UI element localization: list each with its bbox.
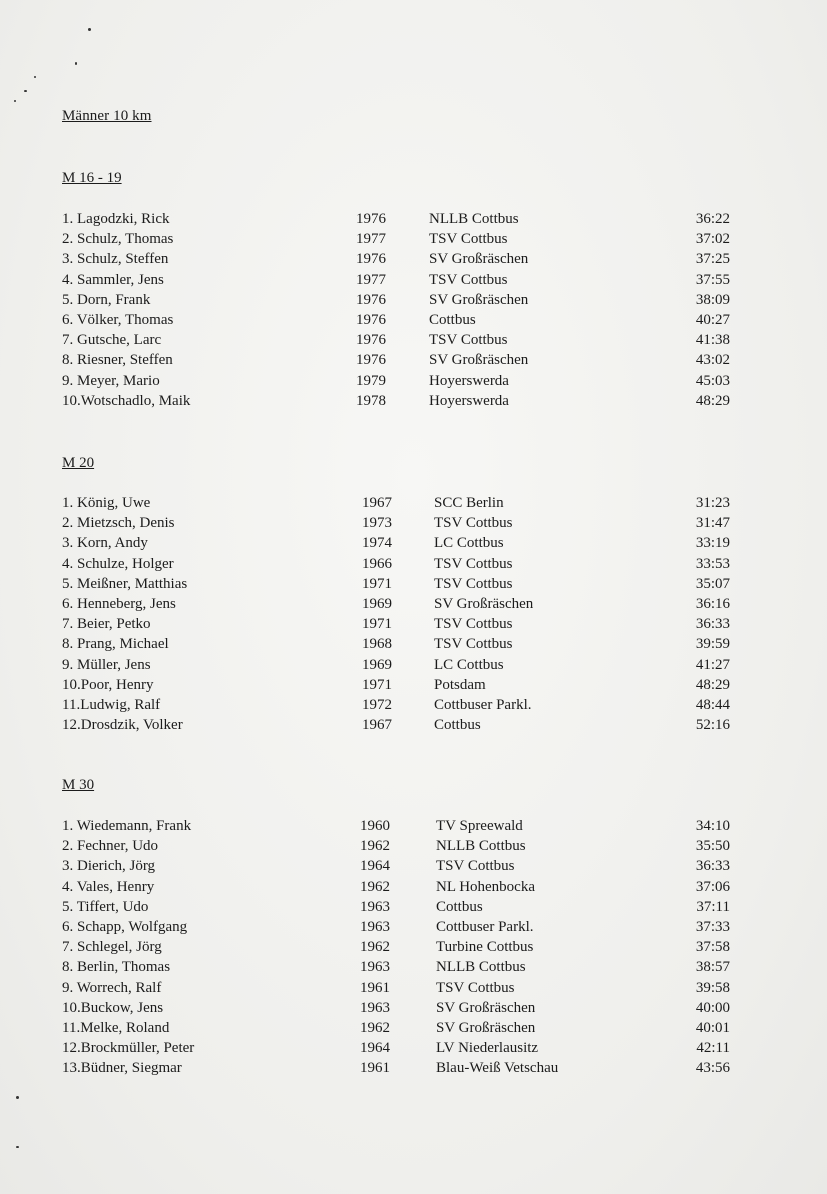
result-name: 12.Drosdzik, Volker: [62, 717, 183, 734]
result-year: 1968: [362, 636, 392, 653]
result-time: 40:00: [695, 999, 730, 1016]
result-name: 12.Brockmüller, Peter: [62, 1040, 195, 1057]
result-name: 1. Lagodzki, Rick: [62, 211, 170, 227]
result-year: 1976: [356, 352, 386, 369]
result-time: 48:29: [695, 392, 730, 409]
result-time: 37:11: [696, 898, 730, 915]
result-row: [0, 554, 827, 574]
result-row: [0, 1058, 827, 1078]
result-year: 1971: [362, 616, 392, 633]
result-row: [0, 877, 827, 897]
result-time: 43:02: [695, 352, 730, 369]
result-row: [0, 675, 827, 695]
result-year: 1974: [362, 535, 392, 552]
section-heading: M 30: [62, 777, 95, 793]
result-time: 37:33: [695, 919, 730, 935]
result-time: 37:02: [695, 231, 730, 248]
result-year: 1976: [356, 291, 386, 308]
result-row: [0, 937, 827, 957]
result-year: 1963: [360, 959, 390, 976]
result-row: [0, 715, 827, 735]
result-name: 13.Büdner, Siegmar: [62, 1060, 182, 1077]
result-time: 40:27: [695, 312, 730, 328]
result-club: NLLB Cottbus: [436, 838, 526, 855]
result-time: 39:58: [695, 979, 730, 996]
result-year: 1971: [362, 575, 392, 592]
result-club: TSV Cottbus: [436, 979, 515, 996]
result-name: 6. Völker, Thomas: [62, 312, 174, 328]
result-time: 36:33: [695, 858, 730, 875]
result-time: 39:59: [695, 636, 730, 653]
result-club: SV Großräschen: [434, 596, 534, 612]
result-name: 7. Beier, Petko: [62, 616, 151, 633]
result-club: Hoyerswerda: [429, 392, 509, 409]
result-time: 41:38: [695, 332, 730, 349]
result-year: 1962: [360, 1020, 390, 1036]
result-club: SV Großräschen: [429, 291, 529, 308]
result-row: [0, 209, 827, 229]
result-name: 10.Buckow, Jens: [62, 999, 164, 1016]
result-time: 36:22: [695, 211, 730, 227]
result-row: [0, 371, 827, 391]
result-time: 36:16: [695, 596, 730, 612]
result-time: 37:55: [695, 271, 730, 288]
result-name: 6. Henneberg, Jens: [62, 596, 176, 612]
result-club: Cottbuser Parkl.: [436, 919, 534, 935]
result-year: 1960: [360, 818, 390, 834]
result-time: 36:33: [695, 616, 730, 633]
result-year: 1962: [360, 878, 390, 895]
result-time: 37:25: [695, 251, 730, 268]
result-year: 1973: [362, 515, 392, 532]
result-year: 1969: [362, 656, 392, 673]
result-club: Cottbus: [429, 312, 476, 328]
result-name: 3. Korn, Andy: [62, 535, 148, 552]
result-name: 1. Wiedemann, Frank: [62, 818, 192, 834]
result-row: [0, 533, 827, 553]
result-year: 1964: [360, 1040, 390, 1057]
result-year: 1976: [356, 211, 386, 227]
result-row: [0, 493, 827, 513]
scan-speck: [34, 76, 36, 78]
result-row: [0, 594, 827, 614]
result-row: [0, 978, 827, 998]
result-club: Turbine Cottbus: [436, 939, 534, 956]
result-name: 3. Schulz, Steffen: [62, 251, 169, 268]
result-row: [0, 1018, 827, 1038]
result-name: 4. Sammler, Jens: [62, 271, 164, 288]
result-row: [0, 330, 827, 350]
result-club: TV Spreewald: [436, 818, 523, 834]
result-row: [0, 816, 827, 836]
result-club: SV Großräschen: [429, 251, 529, 268]
result-year: 1966: [362, 555, 392, 572]
result-club: NLLB Cottbus: [429, 211, 519, 227]
result-name: 11.Melke, Roland: [62, 1020, 170, 1036]
result-club: SV Großräschen: [436, 999, 536, 1016]
result-name: 8. Berlin, Thomas: [62, 959, 171, 976]
result-year: 1977: [356, 231, 386, 248]
result-year: 1972: [362, 697, 392, 713]
result-row: [0, 695, 827, 715]
result-name: 8. Riesner, Steffen: [62, 352, 173, 369]
result-club: TSV Cottbus: [429, 271, 508, 288]
result-row: [0, 270, 827, 290]
result-club: Hoyerswerda: [429, 372, 509, 389]
result-name: 6. Schapp, Wolfgang: [62, 919, 188, 935]
result-year: 1963: [360, 919, 390, 935]
result-time: 33:53: [695, 555, 730, 572]
result-name: 3. Dierich, Jörg: [62, 858, 156, 875]
result-year: 1962: [360, 838, 390, 855]
result-club: Cottbuser Parkl.: [434, 697, 532, 713]
result-name: 2. Mietzsch, Denis: [62, 515, 175, 532]
result-club: TSV Cottbus: [434, 616, 513, 633]
result-club: TSV Cottbus: [434, 575, 513, 592]
section-heading: M 20: [62, 455, 95, 471]
result-row: [0, 229, 827, 249]
result-row: [0, 957, 827, 977]
result-time: 31:47: [695, 515, 730, 532]
result-name: 7. Gutsche, Larc: [62, 332, 162, 349]
result-year: 1976: [356, 251, 386, 268]
result-time: 35:50: [695, 838, 730, 855]
result-time: 41:27: [695, 656, 730, 673]
result-club: TSV Cottbus: [434, 515, 513, 532]
result-club: TSV Cottbus: [429, 332, 508, 349]
result-time: 34:10: [695, 818, 730, 834]
result-club: Blau-Weiß Vetschau: [436, 1060, 559, 1077]
result-year: 1978: [356, 392, 386, 409]
scan-speck: [75, 62, 77, 65]
result-year: 1967: [362, 495, 392, 511]
result-time: 38:09: [695, 291, 730, 308]
result-club: Cottbus: [436, 898, 483, 915]
result-year: 1962: [360, 939, 390, 956]
result-club: SV Großräschen: [429, 352, 529, 369]
result-club: NLLB Cottbus: [436, 959, 526, 976]
result-time: 38:57: [695, 959, 730, 976]
result-year: 1961: [360, 1060, 390, 1077]
result-name: 7. Schlegel, Jörg: [62, 939, 162, 956]
scan-speck: [16, 1096, 19, 1099]
result-name: 10.Wotschadlo, Maik: [62, 392, 191, 409]
result-year: 1963: [360, 999, 390, 1016]
result-row: [0, 513, 827, 533]
result-time: 48:29: [695, 676, 730, 693]
page-title: Männer 10 km: [62, 108, 152, 124]
result-row: [0, 614, 827, 634]
result-time: 37:58: [695, 939, 730, 956]
result-row: [0, 655, 827, 675]
result-club: TSV Cottbus: [436, 858, 515, 875]
result-name: 2. Schulz, Thomas: [62, 231, 174, 248]
result-row: [0, 634, 827, 654]
result-name: 2. Fechner, Udo: [62, 838, 159, 855]
result-row: [0, 998, 827, 1018]
result-row: [0, 290, 827, 310]
result-time: 35:07: [695, 575, 730, 592]
result-name: 9. Worrech, Ralf: [62, 979, 162, 996]
result-year: 1961: [360, 979, 390, 996]
result-name: 5. Dorn, Frank: [62, 291, 151, 308]
result-club: Cottbus: [434, 717, 481, 734]
result-name: 8. Prang, Michael: [62, 636, 169, 653]
result-year: 1969: [362, 596, 392, 612]
result-name: 4. Vales, Henry: [62, 878, 155, 895]
result-club: LC Cottbus: [434, 656, 504, 673]
result-time: 33:19: [695, 535, 730, 552]
scan-speck: [14, 100, 16, 102]
result-club: NL Hohenbocka: [436, 878, 535, 895]
result-name: 1. König, Uwe: [62, 495, 151, 511]
result-club: TSV Cottbus: [434, 636, 513, 653]
result-time: 45:03: [695, 372, 730, 389]
result-year: 1964: [360, 858, 390, 875]
result-club: SV Großräschen: [436, 1020, 536, 1036]
result-club: SCC Berlin: [434, 495, 504, 511]
result-year: 1963: [360, 898, 390, 915]
result-club: LC Cottbus: [434, 535, 504, 552]
result-year: 1976: [356, 332, 386, 349]
result-row: [0, 917, 827, 937]
result-year: 1979: [356, 372, 386, 389]
result-time: 43:56: [695, 1060, 730, 1077]
result-name: 11.Ludwig, Ralf: [62, 697, 161, 713]
result-row: [0, 350, 827, 370]
result-time: 31:23: [695, 495, 730, 511]
result-time: 48:44: [695, 697, 730, 713]
result-name: 5. Meißner, Matthias: [62, 575, 188, 592]
result-club: LV Niederlausitz: [436, 1040, 539, 1057]
result-row: [0, 856, 827, 876]
result-time: 37:06: [695, 878, 730, 895]
result-time: 42:11: [696, 1040, 730, 1057]
result-name: 9. Meyer, Mario: [62, 372, 160, 389]
result-year: 1977: [356, 271, 386, 288]
result-year: 1976: [356, 312, 386, 328]
result-name: 5. Tiffert, Udo: [62, 898, 149, 915]
result-club: Potsdam: [434, 676, 486, 693]
result-club: TSV Cottbus: [429, 231, 508, 248]
result-year: 1971: [362, 676, 392, 693]
result-row: [0, 574, 827, 594]
result-name: 4. Schulze, Holger: [62, 555, 174, 572]
result-row: [0, 310, 827, 330]
result-club: TSV Cottbus: [434, 555, 513, 572]
result-row: [0, 836, 827, 856]
result-row: [0, 391, 827, 411]
result-name: 9. Müller, Jens: [62, 656, 151, 673]
result-row: [0, 1038, 827, 1058]
result-time: 40:01: [695, 1020, 730, 1036]
result-time: 52:16: [695, 717, 730, 734]
result-row: [0, 249, 827, 269]
scan-speck: [24, 90, 27, 92]
section-heading: M 16 - 19: [62, 170, 122, 186]
scan-speck: [16, 1146, 19, 1148]
scan-speck: [88, 28, 91, 31]
result-name: 10.Poor, Henry: [62, 676, 154, 693]
result-row: [0, 897, 827, 917]
result-year: 1967: [362, 717, 392, 734]
